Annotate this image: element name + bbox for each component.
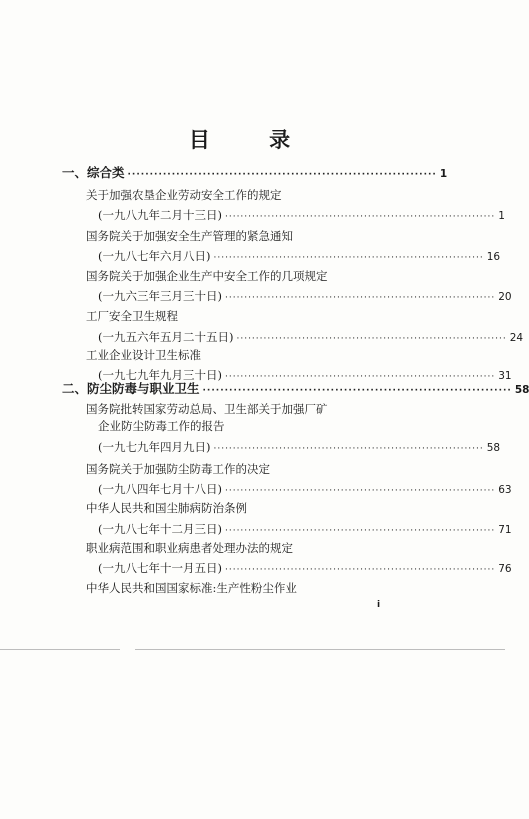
toc-entry-text: 国务院关于加强安全生产管理的紧急通知 (86, 229, 293, 243)
toc-entry-title (86, 581, 297, 595)
dot-leader: ······································································ (224, 372, 496, 382)
toc-date-line (98, 561, 512, 577)
dot-leader: ······································································ (202, 386, 512, 396)
toc-page-number: 63 (498, 484, 512, 496)
toc-page-number: 1 (439, 168, 448, 180)
toc-entry-text: 国务院批转国家劳动总局、卫生部关于加强厂矿 (86, 402, 328, 416)
dot-leader: ······································································ (224, 486, 496, 496)
toc-section-heading (62, 165, 448, 182)
toc-date-line (98, 289, 512, 305)
toc-entry-title (86, 541, 293, 555)
dot-leader: ······································································ (224, 293, 496, 303)
toc-entry-text: (一九七九年四月九日) (98, 440, 211, 454)
toc-entry-text: 职业病范围和职业病患者处理办法的规定 (86, 541, 293, 555)
toc-date-line (98, 330, 524, 346)
toc-page-number: 20 (498, 291, 512, 303)
toc-date-line (98, 249, 501, 265)
toc-page-number: 16 (486, 251, 501, 263)
dot-leader: ······································································ (127, 170, 437, 180)
toc-page-number: 31 (498, 370, 512, 382)
page-number: i (377, 600, 381, 610)
toc-entry-text: (一九八七年六月八日) (98, 249, 211, 263)
toc-entry-text: (一九八七年十二月三日) (98, 522, 222, 536)
toc-entry-text: (一九五六年五月二十五日) (98, 330, 234, 344)
toc-entry-text: 企业防尘防毒工作的报告 (98, 419, 225, 433)
dot-leader: ······································································ (213, 253, 484, 263)
toc-page-number: 71 (498, 524, 512, 536)
toc-entry-text: 关于加强农垦企业劳动安全工作的规定 (86, 188, 282, 202)
toc-entry-text: (一九七九年九月三十日) (98, 368, 222, 382)
toc-entry-title (86, 269, 328, 283)
toc-entry-text: 一、综合类 (62, 165, 125, 180)
toc-entry-text: (一九八九年二月十三日) (98, 208, 222, 222)
toc-date-line (98, 440, 501, 456)
toc-entry-text: 二、防尘防毒与职业卫生 (62, 381, 200, 396)
toc-entry-text: 国务院关于加强防尘防毒工作的决定 (86, 462, 270, 476)
toc-page-number: 76 (498, 563, 512, 575)
toc-date-line (98, 522, 512, 538)
dot-leader: ······································································ (224, 526, 496, 536)
toc-date-line (98, 208, 505, 224)
toc-entry-text: 中华人民共和国尘肺病防治条例 (86, 501, 247, 515)
toc-entry-text: 工业企业设计卫生标准 (86, 348, 201, 362)
toc-entry-text: 国务院关于加强企业生产中安全工作的几项规定 (86, 269, 328, 283)
dot-leader: ······································································ (224, 212, 496, 222)
toc-page-number: 58 (486, 442, 501, 454)
toc-entry-text: (一九八七年十一月五日) (98, 561, 222, 575)
toc-entry-text: (一九八四年七月十八日) (98, 482, 222, 496)
toc-page-number: 58 (514, 384, 529, 396)
toc-entry-title (86, 462, 270, 476)
toc-page-number: 24 (509, 332, 524, 344)
toc-entry-text: 工厂安全卫生规程 (86, 309, 178, 323)
dot-leader: ······································································ (224, 565, 496, 575)
toc-entry-title (86, 348, 201, 362)
toc-entry-title (98, 419, 225, 433)
toc-section-heading (62, 381, 529, 398)
toc-entry-title (86, 309, 178, 323)
toc-entry-text: (一九六三年三月三十日) (98, 289, 222, 303)
toc-page-number: 1 (498, 210, 505, 222)
divider-line (0, 649, 120, 650)
divider-line (135, 649, 505, 650)
toc-date-line (98, 482, 512, 498)
page-title: 目 录 (188, 128, 317, 152)
toc-entry-title (86, 501, 247, 515)
toc-entry-text: 中华人民共和国国家标准:生产性粉尘作业 (86, 581, 297, 595)
toc-entry-title (86, 402, 328, 416)
toc-entry-title (86, 229, 293, 243)
toc-entry-title (86, 188, 282, 202)
dot-leader: ······································································ (213, 444, 484, 454)
dot-leader: ······································································ (236, 334, 507, 344)
